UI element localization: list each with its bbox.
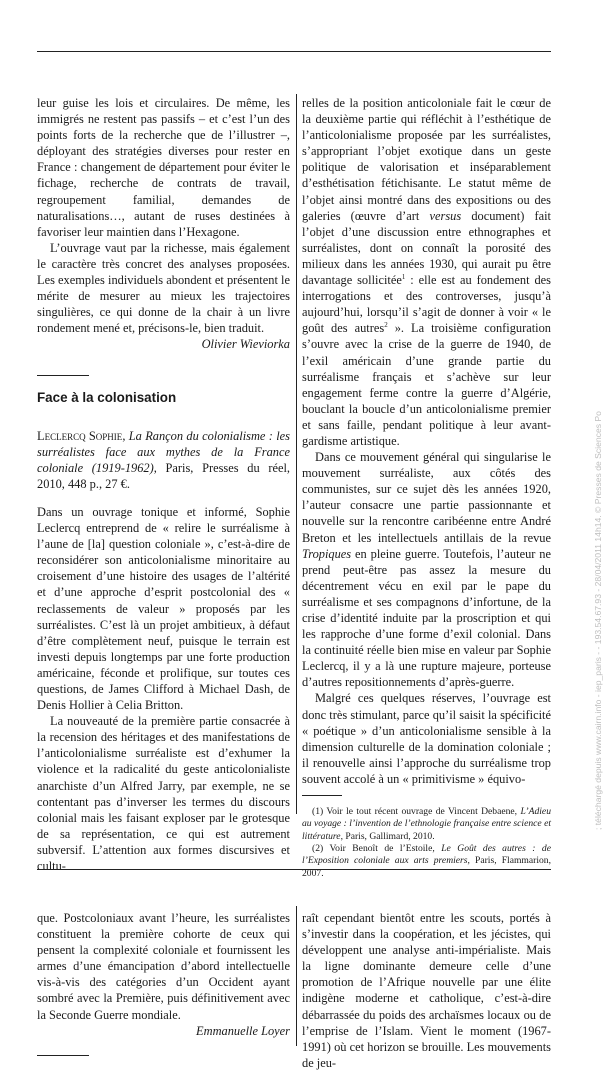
text-run: relles de la position anticoloniale fait le cœur de la deuxième partie qui réfléchit à l’esthétique de l’anticolonialisme proposée par les surréalistes, s’appropriant l’objet exotique dans un geste politique de valorisation et inséparablement d’esthétisation fétichisante. Le statut même de l’objet ainsi montré dans des expositions ou des galeries (œuvre d’art (302, 96, 551, 223)
bibliographic-reference: Leclercq Sophie, La Rançon du colonialisme : les surréalistes face aux mythes de la France coloniale (1919-1962), Paris, Presses du réel, 2010, 448 p., 27 €. (37, 428, 291, 491)
column-divider (296, 94, 297, 814)
text-run: , Paris, Flammarion, 2007. (302, 855, 551, 879)
footnote-ref[interactable]: 1 (401, 272, 406, 281)
italic-term: versus (429, 208, 462, 223)
journal-title: Tropiques (302, 546, 352, 561)
body-paragraph: Malgré ces quelques réserves, l’ouvrage est donc très stimulant, parce qu’il saisit la spécificité « poétique » d’un anticolonialisme sensible à la dimension culturelle de la domination coloniale ; il renouvelle ainsi l’approche du surréalisme trop souvent accolé à un « primitivisme » équivo- (302, 691, 551, 786)
footnote-separator (302, 795, 342, 796)
page-top-rule (37, 869, 551, 870)
body-paragraph: Dans un ouvrage tonique et informé, Sophie Leclercq entreprend de « relire le surréalisme à l’aune de [la] question coloniale », c’est-à-dire de reconsidérer son anticolonialisme minoritaire au croisement d’une histoire des usages de l’altérité et d’une approche d’esprit postcolonial des « reclassements de valeur » proposés par les surréalistes. C’est là un projet ambitieux, à défaut d’être complètement neuf, puisque le terrain est investi depuis longtemps par une forte production américaine, féconde et prolifique, sur toutes ces questions, de James Clifford à Michael Dash, de Denis Hollier à Celia Britton. (37, 504, 290, 713)
footnote-ref[interactable]: 2 (384, 321, 388, 330)
body-paragraph: L’ouvrage vaut par la richesse, mais également le caractère très concret des analyses proposées. Les exemples individuels abondent et présentent le mérite de mesurer au mieux les trajectoires singulières, ce qui donne de la chair à un livre rondement mené et, précisons-le, bien traduit. (37, 240, 290, 336)
page-top-rule (37, 51, 551, 52)
cited-title: L’Adieu au voyage : l’invention de l’ethnologie française entre science et littérature (302, 806, 551, 842)
column-divider (296, 906, 297, 1046)
body-paragraph (302, 95, 551, 449)
text-run: document) fait l’objet d’une discussion entre ethnographes et surréalistes, dont on connaît la porosité des milieux dans les années 1930, qui aurait pu être davantage sollicitée (302, 208, 551, 288)
footnote (302, 843, 551, 880)
page2-right-column (302, 910, 551, 1071)
download-watermark: ; téléchargé depuis www.cairn.info - iep_paris - - 193.54.67.93 - 28/04/2011 14h14. © Presses de Sciences Po (593, 411, 603, 830)
footnote-number: (2) (312, 842, 324, 854)
body-paragraph: que. Postcoloniaux avant l’heure, les surréalistes constituent la première cohorte de ceux qui pensent la complexité coloniale et fournissent les armes d’une émancipation d’abord intellectuelle vis-à-vis des catégories d’un Occident ayant sombré avec la Première, puis définitivement avec la Seconde Guerre mondiale. (37, 911, 290, 1022)
body-paragraph: La nouveauté de la première partie consacrée à la recension des héritages et des manifestations de l’anticolonialisme surréaliste est d’exhumer la violence et la radicalité du geste anticolonialiste anarchiste d’un Alfred Jarry, par exemple, ne se contentant pas d’inverser les termes du discours colonial mais les faisant exploser par le grotesque de sa représentation, ce qui est autrement subversif. L’attention aux formes discursives et cultu- (37, 714, 290, 874)
text-run: en pleine guerre. Toutefois, l’auteur ne prend peut-être pas assez la mesure du décentrement vécu en exil par le pape du surréalisme et ses compagnons d’infortune, de la crise d’identité induite par la proscription et qui les rapproche d’une forme d’exil colonial. Dans la continuité réelle bien mise en valeur par Sophie Leclercq, il y a là une rupture majeure, porteuse d’autres repositionnements d’après-guerre. (302, 546, 551, 690)
page1-right-column (302, 95, 551, 880)
footnote-number: (1) (312, 806, 324, 818)
book-author: Leclercq Sophie (37, 428, 123, 443)
page1-left-column (37, 95, 290, 874)
text-run: Voir le tout récent ouvrage de Vincent Debaene, (323, 806, 521, 818)
body-paragraph: leur guise les lois et circulaires. De même, les immigrés ne restent pas passifs – et c’est l’un des points forts de la recherche que de l’illustrer –, déployant des stratégies diverses pour rester en France : changement de département pour éviter le fichage, recherche de contrats de travail, regroupement familial, demandes de naturalisations…, autant de ruses destinées à favoriser leur maintien dans l’Hexagone. (37, 96, 290, 239)
text-run: : elle est au fondement des interrogations et des controverses, jusqu’à aujourd’hui, lorsqu’il s’agit de donner à voir « le goût des autres (302, 273, 551, 336)
text-run: Dans ce mouvement général qui singularise le mouvement surréaliste, aux côtés des communistes, sur ce sujet dès les années 1920, l’auteur consacre une partie passionnante et nouvelle sur la rencontre caribéenne entre André Breton et les intellectuels antillais de la revue (302, 450, 551, 545)
review-signature: Emmanuelle Loyer (196, 1023, 290, 1038)
section-separator (37, 375, 89, 376)
text-run: ». La troisième configuration s’ouvre avec la crise de la guerre de 1940, de l’exil américain d’une grande partie du surréalisme français et s’achève sur leur engagement ferme contre la guerre d’Algérie, bouclant la boucle d’un anticolonialisme premier et sans faille, pendant politique à leur avant-gardisme artistique. (302, 321, 551, 448)
section-heading: Face à la colonisation (37, 389, 177, 405)
review-signature: Olivier Wieviorka (201, 337, 290, 352)
book-details: , Paris, Presses du réel, 2010, 448 p., 27 €. (37, 460, 290, 491)
page2-left-column (37, 910, 290, 1056)
section-separator (37, 1055, 89, 1056)
body-paragraph: raît cependant bientôt entre les scouts, portés à s’investir dans la coopération, et les jécistes, qui développent une analyse anti-impérialiste. Mais la ligne dominante demeure celle d’une promotion de l’Afrique nouvelle par une élite indigène moderne et catholique, c’est-à-dire débarrassée du poids des archaïsmes locaux ou de l’emprise de l’Islam. Vient le moment (1967-1991) où cet horizon se brouille. Les mouvements de jeu- (302, 911, 551, 1070)
book-title: La Rançon du colonialisme : les surréalistes face aux mythes de la France coloniale (1919-1962) (37, 428, 291, 475)
footnote (302, 806, 551, 843)
body-paragraph (302, 449, 551, 690)
cited-title: Le Goût des autres : de l’Exposition coloniale aux arts premiers (302, 842, 551, 867)
text-run: , Paris, Gallimard, 2010. (340, 830, 435, 842)
text-run: Voir Benoît de l’Estoile, (323, 842, 442, 854)
